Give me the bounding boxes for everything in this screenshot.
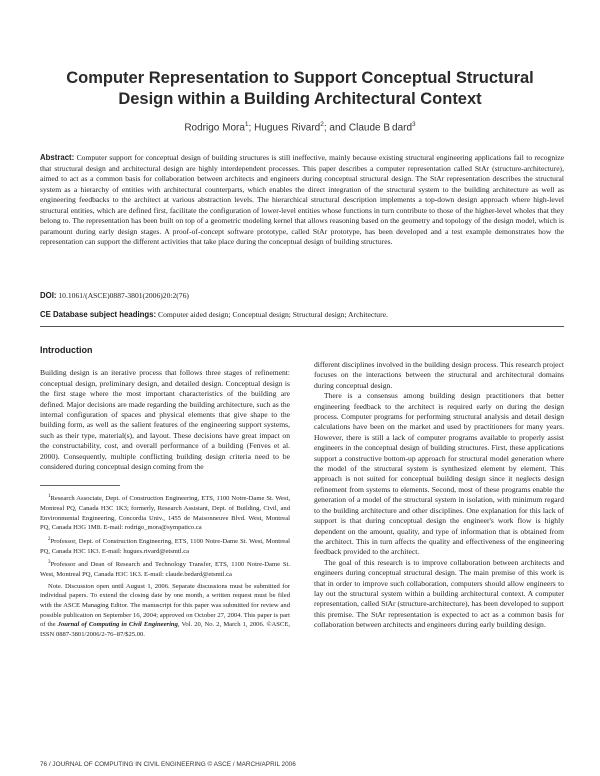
note-text-b: , Vol. 20, No. 2, March 1, 2006. ©ASCE, ISSN 0887-3801/2006/2-76–87/$25.00. xyxy=(40,621,290,638)
doi-value: 10.1061/(ASCE)0887-3801(2006)20:2(76) xyxy=(58,291,189,300)
author-1: Rodrigo Mora xyxy=(184,122,245,134)
body-paragraph: There is a consensus among building design practitioners that better engineering feedback to the architect is required early on during the design process. Computer programs for performing structural analysis and detail design calculations have been on the market and used by practitioners for many years. However, there is still a lack of computer programs available to properly assist engineers in the conceptual design of building structures. First, these applications support a constructive bottom-up approach for structural model generation where the model of the structural system is synthesized element by element. This approach is not suited for conceptual building design since it neglects design refinement from systems to elements. Second, most of these programs enable the generation of a model of the structural system in isolation, with minimum regard to the building architecture and other disciplines. One explanation for this lack of support is that during conceptual design the engineer's work flow is highly dependent on the amount, quality, and type of information that is obtained from the architect. This in turn affects the quality and effectiveness of the engineering feedback provided to the architect. xyxy=(314,391,564,557)
author-2-mark: 2 xyxy=(320,121,324,128)
body-paragraph: different disciplines involved in the building design process. This research project focuses on the interactions between the structural and architectural domains during conceptual design. xyxy=(314,360,564,390)
footnote-2-mark: 2 xyxy=(48,537,51,543)
subject-headings-value: Computer aided design; Conceptual design; Structural design; Architecture. xyxy=(158,310,388,319)
abstract-text: Computer support for conceptual design of building structures is still ineffective, mainly because existing structural engineering applications fail to recognize that structural design and architectural design are highly interdependent processes. This paper describes a computer representation called StAr (structure-architecture), aimed to act as a common basis for collaboration between architects and engineers during conceptual structural design. The StAr representation describes the structural system as a hierarchy of entities with architectural counterparts, which enables the direct integration of the structural system to the building architecture as well as engineering feedbacks to the architect at various abstraction levels. The hierarchical structural description implements a top-down design approach where high-level structural entities, which are defined first, facilitate the configuration of lower-level entities whose functions in turn contribute to those of the higher-level wholes that they belong to. The representation has been built on top of a geometric modeling kernel that allows reasoning based on the geometry and topology of the design model, which is paramount during early design stages. A proof-of-concept software prototype, called StAr prototype, has been developed and a test example demonstrates how the representation can support the different activities that take place during the conceptual design of building structures. xyxy=(40,153,564,247)
section-heading-introduction: Introduction xyxy=(40,345,93,355)
footnotes xyxy=(40,492,290,639)
footnote-3-text: Professor and Dean of Research and Technology Transfer, ETS, 1100 Notre-Dame St. West, Montreal PQ, Canada H3C 1K3. E-mail: claude.bedard@etsmtl.ca xyxy=(40,561,290,579)
footnote-divider xyxy=(40,485,120,486)
abstract xyxy=(40,153,564,248)
title-line-1: Computer Representation to Support Conceptual Structural xyxy=(66,69,534,87)
paper-title xyxy=(30,68,570,110)
abstract-label: Abstract: xyxy=(40,153,75,162)
author-list xyxy=(30,121,570,133)
subject-headings-label: CE Database subject headings: xyxy=(40,310,157,319)
right-column xyxy=(314,360,564,631)
doi-label: DOI: xyxy=(40,291,57,300)
author-3-mark: 3 xyxy=(412,121,416,128)
footnote-1-mark: 1 xyxy=(48,494,51,500)
subject-headings xyxy=(40,310,564,319)
header-divider xyxy=(40,326,564,327)
footnote-1 xyxy=(40,492,290,533)
discussion-note xyxy=(40,582,290,640)
footnote-3 xyxy=(40,558,290,579)
page-footer: 76 / JOURNAL OF COMPUTING IN CIVIL ENGINEERING © ASCE / MARCH/APRIL 2006 xyxy=(40,761,296,768)
footnote-1-text: Research Associate, Dept. of Construction Engineering, ETS, 1100 Notre-Dame St. West, Montreal PQ, Canada H3C 1K3; formerly, Research Assistant, Dept. of Building, Civil, and Environmental Engineering, Concordia Univ., 1455 de Maisonneuve Blvd. West, Montreal PQ, Canada H3G 1M8. E-mail: rodrigo_mora@sympatico.ca xyxy=(40,495,290,532)
body-paragraph: Building design is an iterative process that follows three stages of refinement: conceptual design, preliminary design, and detailed design. Conceptual design is the first stage where the most important characteristics of the building are defined. Major decisions are made regarding the building architecture, such as the internal configuration of spaces and physical elements that give shape to the building form, as well as the salient features of the engineering support systems, such as their type, material(s), and layout. These decisions have great impact on the constructability, cost, and overall performance of a building (Fenves et al. 2000). Consequently, multiple conflicting building design criteria need to be considered during conceptual design coming from the xyxy=(40,368,290,472)
footnote-3-mark: 3 xyxy=(48,560,51,566)
journal-name: Journal of Computing in Civil Engineering xyxy=(57,621,178,629)
footnote-2-text: Professor, Dept. of Construction Engineering, ETS, 1100 Notre-Dame St. West, Montreal PQ, Canada H3C 1K3. E-mail: hugues.rivard@etsmtl.ca xyxy=(40,538,290,555)
body-paragraph: The goal of this research is to improve collaboration between architects and engineers during conceptual structural design. The main premise of this work is that in order to improve such collaboration, computers should allow engineers to lay out the structural system within a building architectural context. A computer representation, called StAr (structure-architecture), has been developed to support this premise. The StAr representation is expected to act as a common basis for collaboration between architects and engineers during early building design. xyxy=(314,557,564,630)
author-2: ; Hugues Rivard xyxy=(248,122,321,134)
doi xyxy=(40,291,564,300)
author-3: ; and Claude B dard xyxy=(323,122,413,134)
note-text-a: Note. Discussion open until August 1, 2006. Separate discussions must be submitted for individual papers. To extend the closing date by one month, a written request must be filed with the ASCE Managing Editor. The manuscript for this paper was submitted for review and possible publication on September 16, 2004; approved on October 27, 2004. This paper is part of the xyxy=(40,582,290,629)
footnote-2 xyxy=(40,535,290,556)
left-column xyxy=(40,345,290,641)
author-1-mark: 1 xyxy=(244,121,249,128)
title-line-2: Design within a Building Architectural Context xyxy=(118,90,482,108)
